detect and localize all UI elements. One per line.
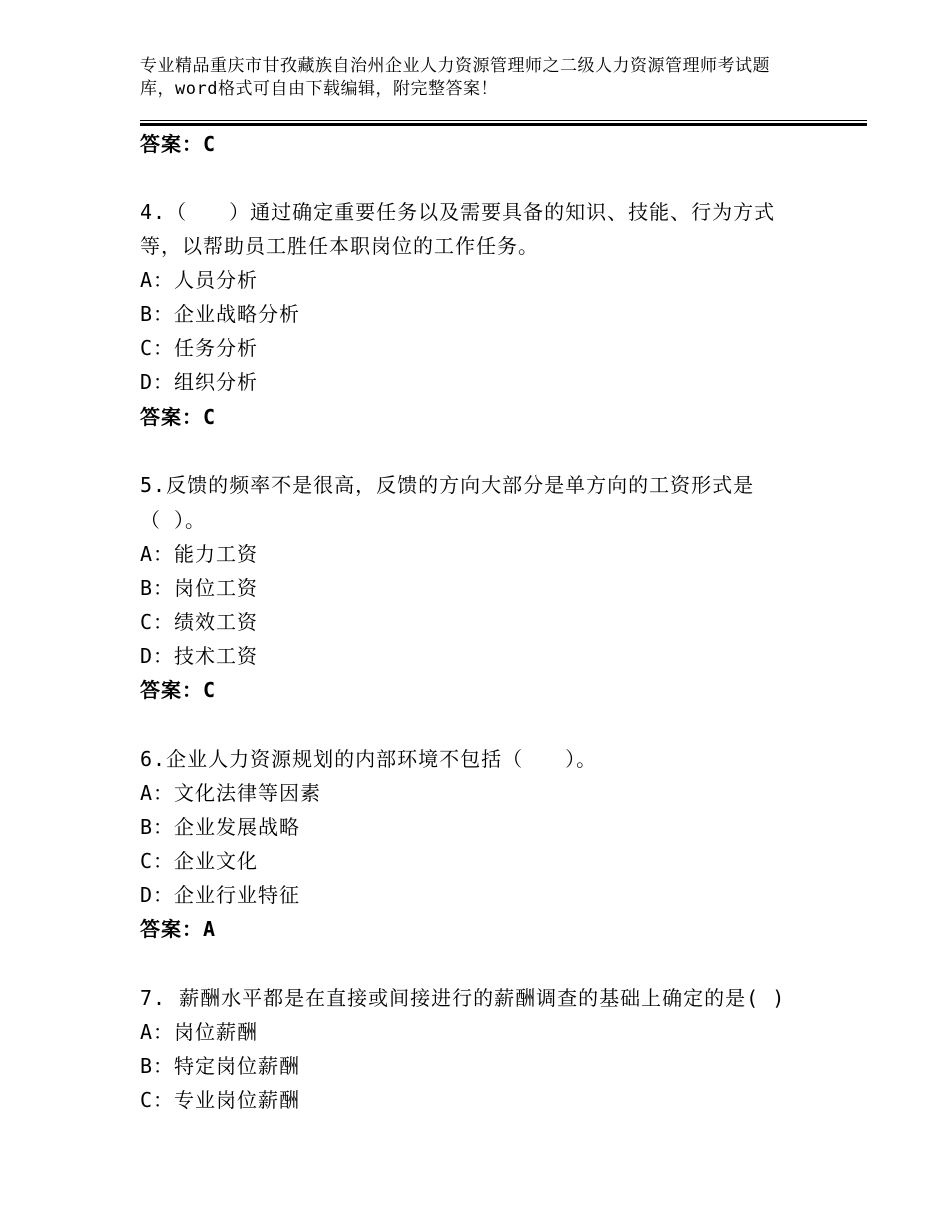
header-rule-thick xyxy=(140,123,867,126)
q4-stem-line2: 等，以帮助员工胜任本职岗位的工作任务。 xyxy=(140,234,539,258)
q5-option-b: B：岗位工资 xyxy=(140,576,259,600)
q5-option-c: C：绩效工资 xyxy=(140,610,259,634)
q4-option-a: A：人员分析 xyxy=(140,268,259,292)
q5-stem-line1: 5.反馈的频率不是很高，反馈的方向大部分是单方向的工资形式是 xyxy=(140,473,755,497)
q6-stem-line1: 6.企业人力资源规划的内部环境不包括（ ）。 xyxy=(140,747,598,771)
answer-prev: 答案：C xyxy=(140,132,217,156)
q7-option-c: C：专业岗位薪酬 xyxy=(140,1088,301,1112)
q7-option-a: A：岗位薪酬 xyxy=(140,1020,259,1044)
q6-option-b: B：企业发展战略 xyxy=(140,815,301,839)
header-line-1: 专业精品重庆市甘孜藏族自治州企业人力资源管理师之二级人力资源管理师考试题 xyxy=(140,56,770,76)
q5-stem-line2: （ ）。 xyxy=(140,508,207,532)
q4-option-d: D：组织分析 xyxy=(140,370,259,394)
q5-answer: 答案：C xyxy=(140,678,217,702)
q7-option-b: B：特定岗位薪酬 xyxy=(140,1054,301,1078)
q6-option-d: D：企业行业特征 xyxy=(140,883,301,907)
q5-option-a: A：能力工资 xyxy=(140,542,259,566)
document-header xyxy=(140,55,830,101)
q4-answer: 答案：C xyxy=(140,405,217,429)
q4-option-c: C：任务分析 xyxy=(140,336,259,360)
q5-option-d: D：技术工资 xyxy=(140,644,259,668)
header-rule-thin xyxy=(140,120,867,121)
q4-stem-line1: 4.（ ）通过确定重要任务以及需要具备的知识、技能、行为方式 xyxy=(140,200,776,224)
header-line-2: 库，word格式可自由下载编辑，附完整答案！ xyxy=(140,79,498,99)
q6-option-c: C：企业文化 xyxy=(140,849,259,873)
q7-stem-line1: 7. 薪酬水平都是在直接或间接进行的薪酬调查的基础上确定的是( ) xyxy=(140,986,786,1010)
q4-option-b: B：企业战略分析 xyxy=(140,302,301,326)
q6-answer: 答案：A xyxy=(140,917,217,941)
q6-option-a: A：文化法律等因素 xyxy=(140,781,322,805)
